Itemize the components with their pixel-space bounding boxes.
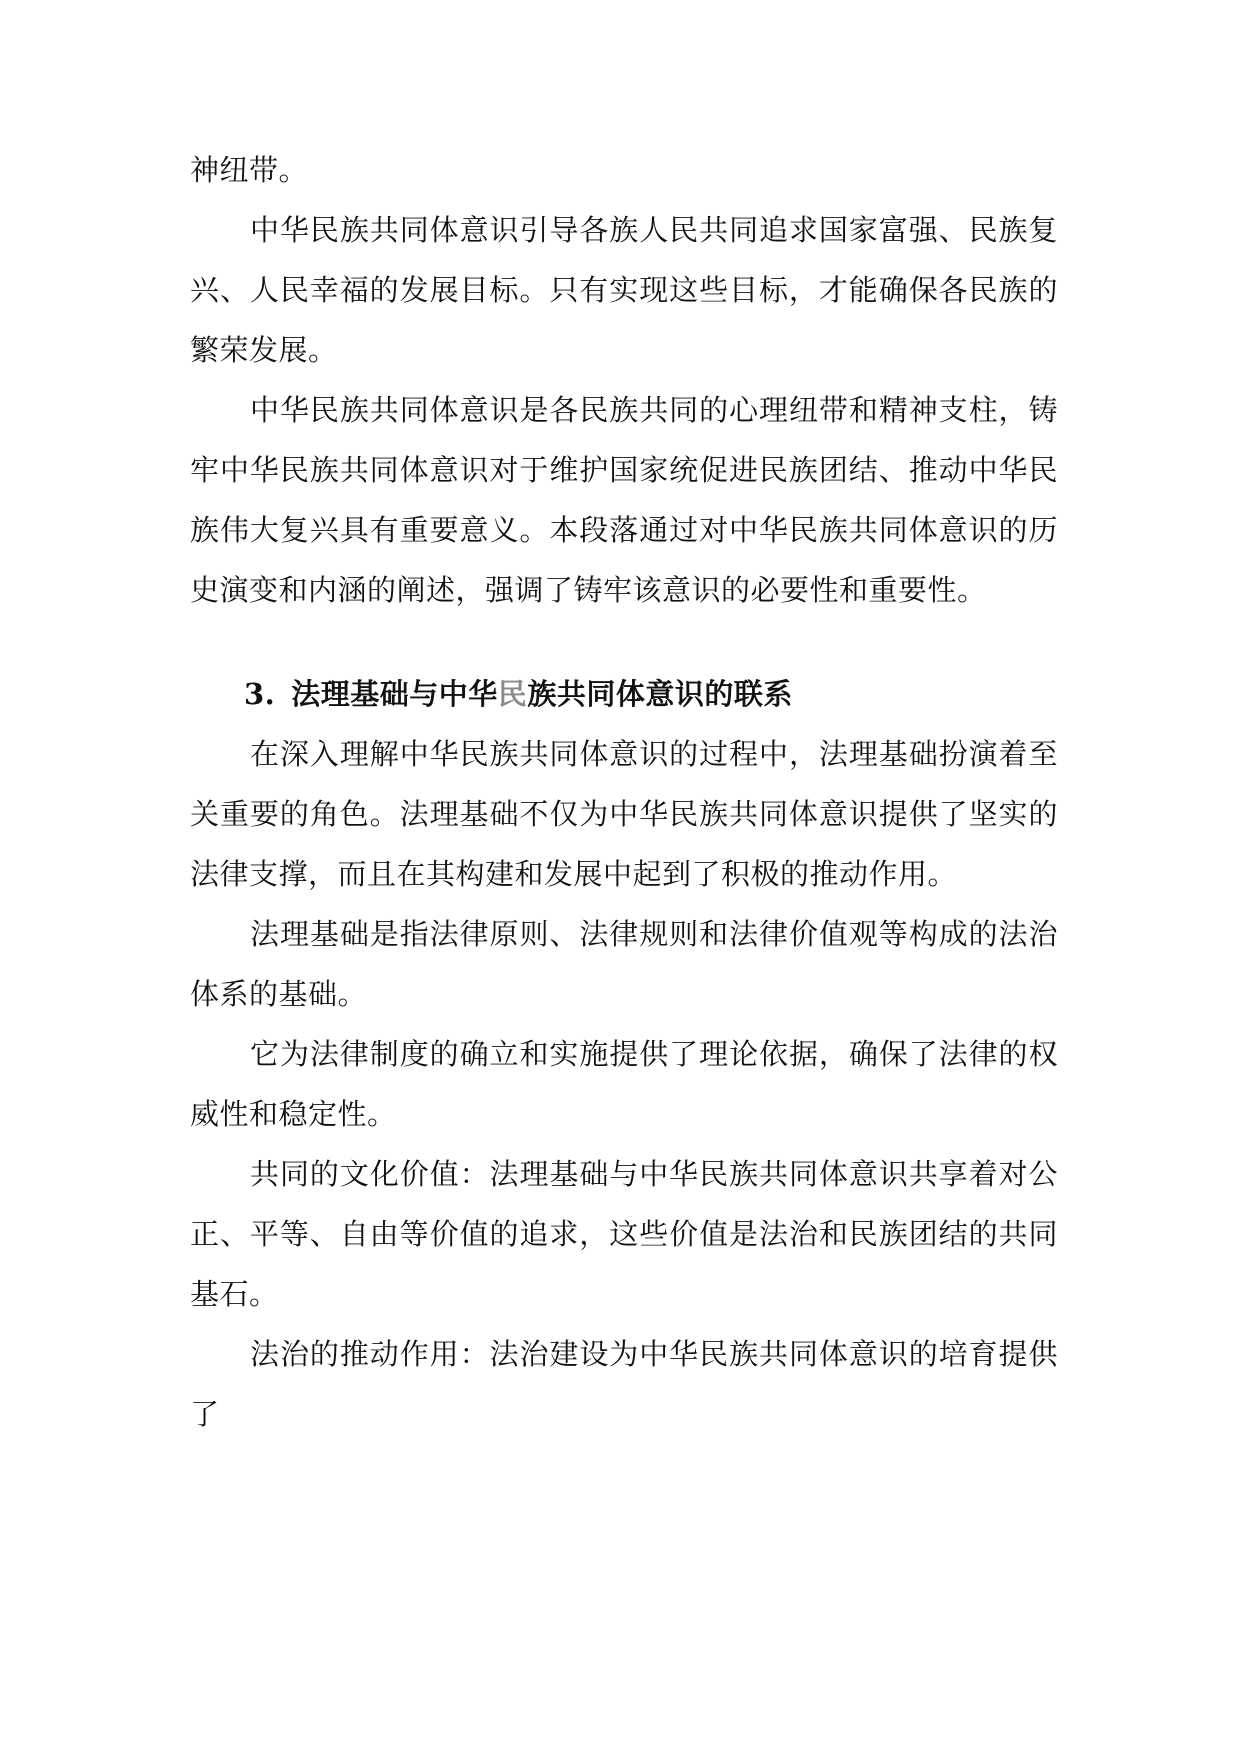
- paragraph: 它为法律制度的确立和实施提供了理论依据，确保了法律的权威性和稳定性。: [190, 1037, 1058, 1131]
- paragraph: 在深入理解中华民族共同体意识的过程中，法理基础扮演着至关重要的角色。法理基础不仅为中华民族共同体意识提供了坚实的法律支撑，而且在其构建和发展中起到了积极的推动作用。: [190, 737, 1058, 891]
- section-heading: [190, 664, 1058, 724]
- paragraph: 法理基础是指法律原则、法律规则和法律价值观等构成的法治体系的基础。: [190, 917, 1058, 1011]
- page-body: [190, 140, 1058, 1444]
- paragraph-cut-off: 法治的推动作用：法治建设为中华民族共同体意识的培育提供了: [190, 1337, 1058, 1431]
- paragraph: 中华民族共同体意识是各民族共同的心理纽带和精神支柱，铸牢中华民族共同体意识对于维护国家统促进民族团结、推动中华民族伟大复兴具有重要意义。本段落通过对中华民族共同体意识的历史演变和内涵的阐述，强调了铸牢该意识的必要性和重要性。: [190, 393, 1058, 607]
- paragraph: 共同的文化价值：法理基础与中华民族共同体意识共享着对公正、平等、自由等价值的追求，这些价值是法治和民族团结的共同基石。: [190, 1157, 1058, 1311]
- paragraph-continuation: 神纽带。: [190, 153, 309, 187]
- section-title-part: 法理基础与中华: [291, 677, 498, 711]
- section-title-highlighted-char: 民: [497, 677, 528, 711]
- section-number: 3.: [244, 677, 276, 711]
- paragraph: 中华民族共同体意识引导各族人民共同追求国家富强、民族复兴、人民幸福的发展目标。只有实现这些目标，才能确保各民族的繁荣发展。: [190, 213, 1058, 367]
- section-title-part: 族共同体意识的联系: [527, 677, 793, 711]
